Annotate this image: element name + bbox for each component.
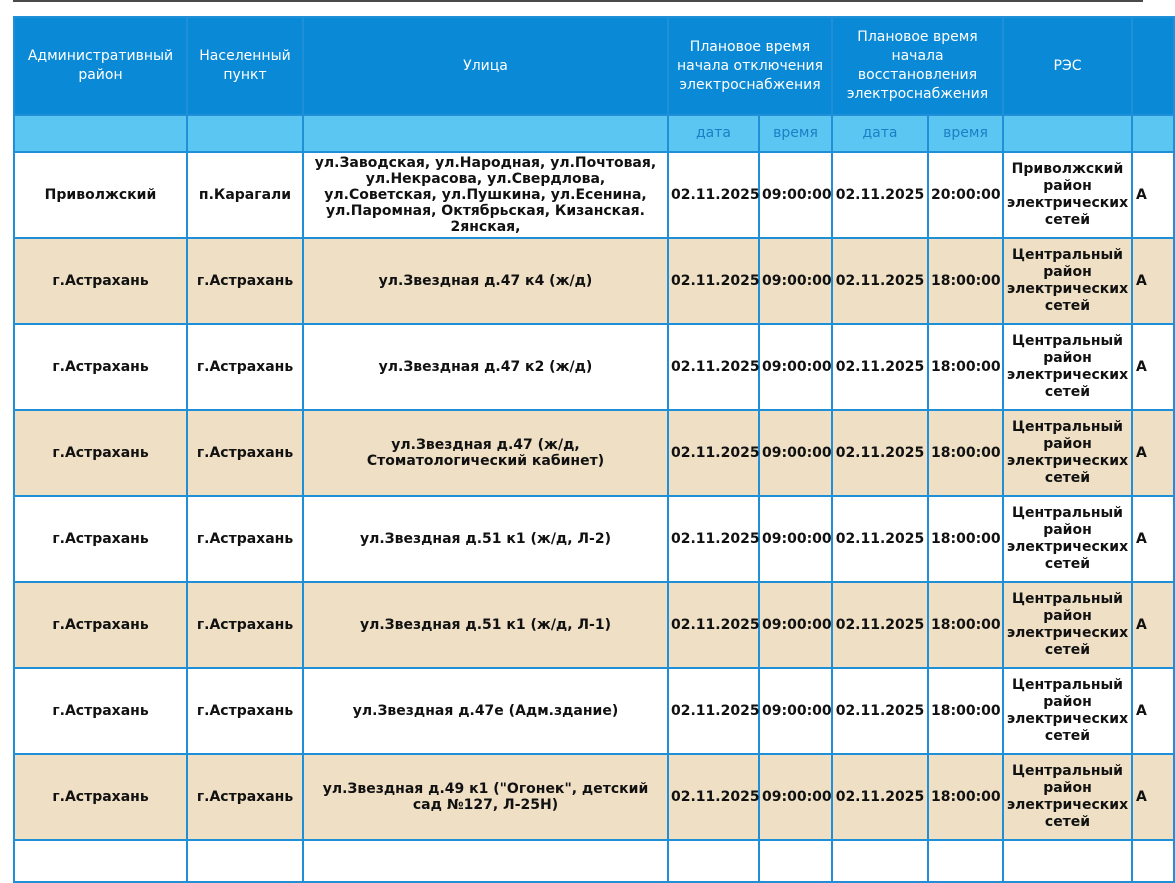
cell-start-time: 09:00:00 <box>759 324 832 410</box>
cell-settlement: г.Астрахань <box>187 754 303 840</box>
cell-extra: А <box>1132 754 1174 840</box>
header-street: Улица <box>303 17 668 115</box>
cell-street: ул.Звездная д.47 (ж/д, Стоматологический кабинет) <box>303 410 668 496</box>
table-row <box>14 324 1174 410</box>
cell-settlement: г.Астрахань <box>187 496 303 582</box>
cell-district: г.Астрахань <box>14 668 187 754</box>
cell-district: г.Астрахань <box>14 582 187 668</box>
subheader-empty <box>303 115 668 152</box>
subheader-empty <box>1003 115 1132 152</box>
cell-start-date: 02.11.2025 <box>668 410 759 496</box>
cell-start-time: 09:00:00 <box>759 410 832 496</box>
cell-end-time: 18:00:00 <box>928 238 1003 324</box>
cell-start-time: 09:00:00 <box>759 238 832 324</box>
subheader-empty <box>14 115 187 152</box>
cell-street: ул.Звездная д.47 к2 (ж/д) <box>303 324 668 410</box>
subheader-end-date: дата <box>832 115 928 152</box>
cell-start-date: 02.11.2025 <box>668 152 759 238</box>
header-restore-start: Плановое время начала восстановления электроснабжения <box>832 17 1003 115</box>
header-district: Административный район <box>14 17 187 115</box>
cell-extra: А <box>1132 410 1174 496</box>
cell-district: г.Астрахань <box>14 324 187 410</box>
cell-start-time: 09:00:00 <box>759 754 832 840</box>
cell-start-date: 02.11.2025 <box>668 754 759 840</box>
top-divider <box>13 0 1143 2</box>
cell-settlement: п.Карагали <box>187 152 303 238</box>
cell-end-date: 02.11.2025 <box>832 496 928 582</box>
cell-end-date: 02.11.2025 <box>832 324 928 410</box>
header-res: РЭС <box>1003 17 1132 115</box>
cell-street: ул.Звездная д.51 к1 (ж/д, Л-1) <box>303 582 668 668</box>
cell-end-time: 18:00:00 <box>928 410 1003 496</box>
cell-empty <box>759 840 832 882</box>
cell-street: ул.Звездная д.51 к1 (ж/д, Л-2) <box>303 496 668 582</box>
cell-end-date: 02.11.2025 <box>832 410 928 496</box>
cell-empty <box>1132 840 1174 882</box>
cell-start-date: 02.11.2025 <box>668 582 759 668</box>
cell-empty <box>832 840 928 882</box>
table-row <box>14 410 1174 496</box>
cell-extra: А <box>1132 238 1174 324</box>
cell-settlement: г.Астрахань <box>187 668 303 754</box>
cell-extra: А <box>1132 152 1174 238</box>
cell-extra: А <box>1132 324 1174 410</box>
cell-end-time: 18:00:00 <box>928 324 1003 410</box>
cell-empty <box>14 840 187 882</box>
cell-start-time: 09:00:00 <box>759 496 832 582</box>
cell-end-date: 02.11.2025 <box>832 238 928 324</box>
cell-district: г.Астрахань <box>14 754 187 840</box>
cell-settlement: г.Астрахань <box>187 410 303 496</box>
cell-res: Центральный район электрических сетей <box>1003 496 1132 582</box>
cell-res: Центральный район электрических сетей <box>1003 238 1132 324</box>
table-header <box>14 17 1174 152</box>
cell-end-time: 20:00:00 <box>928 152 1003 238</box>
cell-empty <box>303 840 668 882</box>
cell-empty <box>1003 840 1132 882</box>
table-row <box>14 754 1174 840</box>
table-row <box>14 668 1174 754</box>
cell-district: г.Астрахань <box>14 410 187 496</box>
cell-extra: А <box>1132 582 1174 668</box>
cell-end-date: 02.11.2025 <box>832 754 928 840</box>
cell-extra: А <box>1132 496 1174 582</box>
cell-start-date: 02.11.2025 <box>668 496 759 582</box>
cell-res: Приволжский район электрических сетей <box>1003 152 1132 238</box>
cell-res: Центральный район электрических сетей <box>1003 324 1132 410</box>
cell-street: ул.Звездная д.47 к4 (ж/д) <box>303 238 668 324</box>
table-row <box>14 496 1174 582</box>
subheader-end-time: время <box>928 115 1003 152</box>
cell-settlement: г.Астрахань <box>187 238 303 324</box>
cell-district: г.Астрахань <box>14 238 187 324</box>
subheader-empty <box>1132 115 1174 152</box>
cell-empty <box>928 840 1003 882</box>
subheader-empty <box>187 115 303 152</box>
cell-extra: А <box>1132 668 1174 754</box>
cell-settlement: г.Астрахань <box>187 324 303 410</box>
cell-settlement: г.Астрахань <box>187 582 303 668</box>
cell-res: Центральный район электрических сетей <box>1003 410 1132 496</box>
cell-empty <box>187 840 303 882</box>
cell-res: Центральный район электрических сетей <box>1003 668 1132 754</box>
header-outage-start: Плановое время начала отключения электроснабжения <box>668 17 832 115</box>
table-body <box>14 152 1174 882</box>
subheader-start-date: дата <box>668 115 759 152</box>
table-row <box>14 582 1174 668</box>
cell-end-date: 02.11.2025 <box>832 668 928 754</box>
cell-empty <box>668 840 759 882</box>
cell-end-time: 18:00:00 <box>928 754 1003 840</box>
cell-district: г.Астрахань <box>14 496 187 582</box>
cell-start-date: 02.11.2025 <box>668 668 759 754</box>
cell-end-time: 18:00:00 <box>928 582 1003 668</box>
cell-end-date: 02.11.2025 <box>832 152 928 238</box>
cell-start-time: 09:00:00 <box>759 152 832 238</box>
subheader-start-time: время <box>759 115 832 152</box>
cell-start-time: 09:00:00 <box>759 582 832 668</box>
cell-res: Центральный район электрических сетей <box>1003 582 1132 668</box>
table-row-partial <box>14 840 1174 882</box>
cell-res: Центральный район электрических сетей <box>1003 754 1132 840</box>
cell-street: ул.Звездная д.49 к1 ("Огонек", детский сад №127, Л-25Н) <box>303 754 668 840</box>
header-settlement: Населенный пункт <box>187 17 303 115</box>
outage-schedule-table <box>13 16 1175 883</box>
table-row <box>14 238 1174 324</box>
cell-end-date: 02.11.2025 <box>832 582 928 668</box>
cell-start-time: 09:00:00 <box>759 668 832 754</box>
table-row <box>14 152 1174 238</box>
cell-start-date: 02.11.2025 <box>668 238 759 324</box>
cell-end-time: 18:00:00 <box>928 496 1003 582</box>
cell-street: ул.Заводская, ул.Народная, ул.Почтовая, ул.Некрасова, ул.Свердлова, ул.Советская, ул.Пушкина, ул.Есенина, ул.Паромная, Октябрьская, Кизанская. 2янская, <box>303 152 668 238</box>
cell-end-time: 18:00:00 <box>928 668 1003 754</box>
cell-district: Приволжский <box>14 152 187 238</box>
header-extra <box>1132 17 1174 115</box>
cell-start-date: 02.11.2025 <box>668 324 759 410</box>
cell-street: ул.Звездная д.47е (Адм.здание) <box>303 668 668 754</box>
